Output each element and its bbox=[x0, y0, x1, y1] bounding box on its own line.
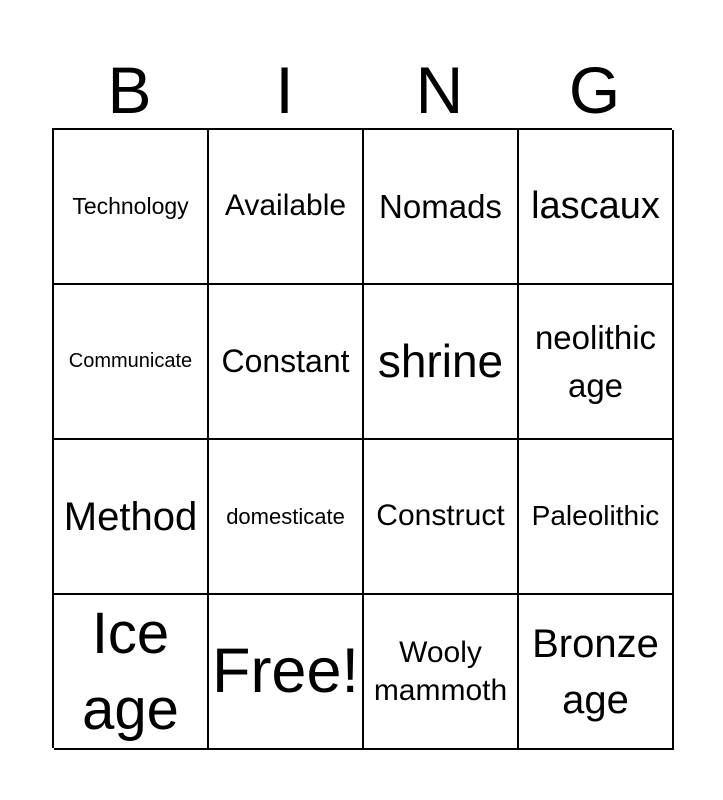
bingo-cell[interactable] bbox=[364, 595, 519, 750]
bingo-cell[interactable] bbox=[209, 130, 364, 285]
cell-label: Technology bbox=[72, 193, 189, 220]
header-letter-g: G bbox=[568, 53, 621, 127]
bingo-cell[interactable] bbox=[209, 285, 364, 440]
cell-label: Wooly mammoth bbox=[373, 636, 508, 707]
free-space-label: Free! bbox=[211, 636, 360, 707]
header-letter-n: N bbox=[415, 53, 464, 127]
cell-label: Nomads bbox=[379, 187, 502, 225]
header-letter-i: I bbox=[275, 53, 294, 127]
cell-label: domesticate bbox=[226, 503, 345, 529]
bingo-cell[interactable] bbox=[519, 440, 674, 595]
header-letter-b: B bbox=[107, 53, 152, 127]
cell-label: neolithic age bbox=[534, 318, 657, 404]
bingo-cell[interactable] bbox=[519, 130, 674, 285]
cell-label: Ice age bbox=[82, 601, 179, 742]
bingo-cell[interactable] bbox=[54, 595, 209, 750]
bingo-cell[interactable] bbox=[364, 130, 519, 285]
bingo-cell[interactable] bbox=[54, 285, 209, 440]
cell-label: Method bbox=[63, 494, 198, 539]
bingo-cell[interactable] bbox=[519, 285, 674, 440]
cell-label: Communicate bbox=[68, 350, 193, 372]
cell-label: Bronze age bbox=[532, 621, 659, 722]
cell-label: lascaux bbox=[531, 184, 660, 227]
cell-label: Constant bbox=[221, 343, 350, 380]
bingo-cell[interactable] bbox=[364, 440, 519, 595]
cell-label: Paleolithic bbox=[531, 500, 660, 532]
bingo-cell[interactable] bbox=[364, 285, 519, 440]
bingo-board bbox=[52, 128, 672, 748]
bingo-cell[interactable] bbox=[54, 130, 209, 285]
bingo-header bbox=[52, 50, 672, 130]
bingo-cell[interactable] bbox=[54, 440, 209, 595]
bingo-cell[interactable] bbox=[519, 595, 674, 750]
cell-label: shrine bbox=[377, 335, 504, 388]
bingo-cell[interactable] bbox=[209, 440, 364, 595]
free-space-cell[interactable] bbox=[209, 595, 364, 750]
cell-label: Available bbox=[224, 189, 347, 223]
cell-label: Construct bbox=[376, 499, 505, 533]
